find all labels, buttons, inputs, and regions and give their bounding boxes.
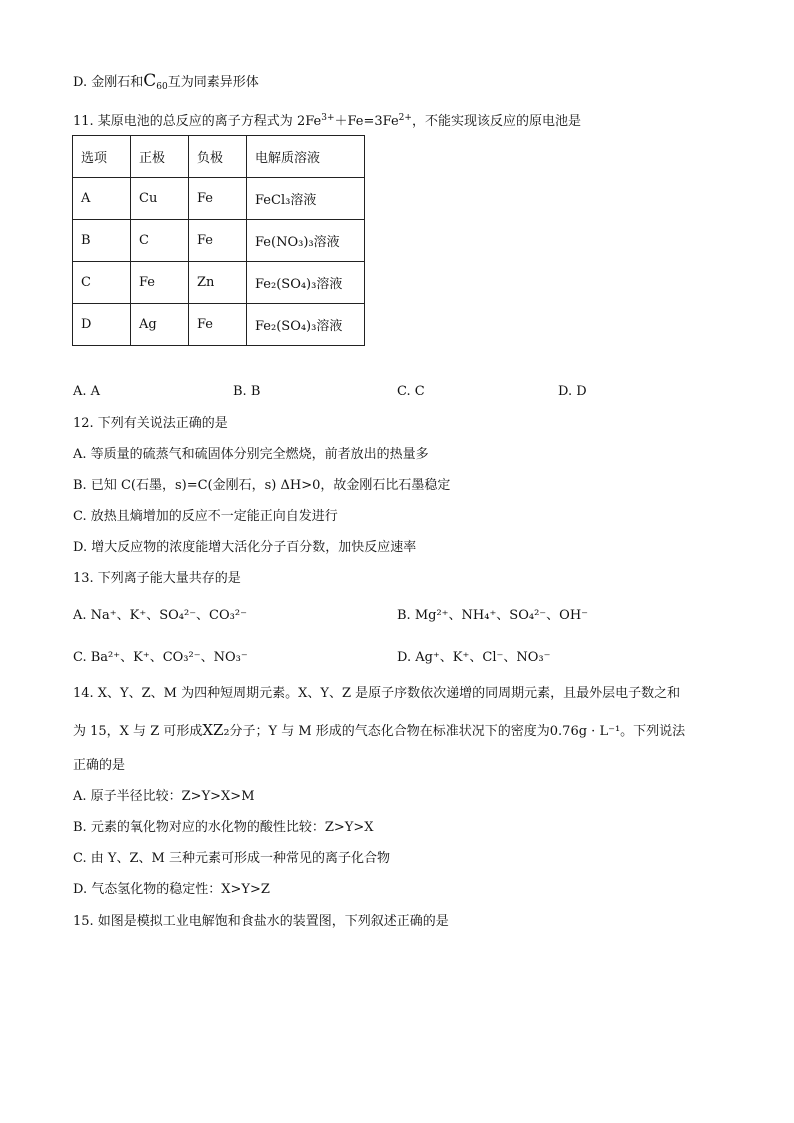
table-cell: C xyxy=(73,262,131,304)
q10-option-d xyxy=(73,71,259,97)
table-cell: Cu xyxy=(131,178,189,220)
q14-line2-suffix: 。下列说法 xyxy=(620,724,686,739)
q10-option-d-c: C xyxy=(143,71,157,91)
table-cell: FeCl₃溶液 xyxy=(247,178,365,220)
table-cell: Fe(NO₃)₃溶液 xyxy=(247,220,365,262)
table-cell: Fe₂(SO₄)₃溶液 xyxy=(247,304,365,346)
q14-formula: XZ₂ xyxy=(202,721,230,739)
q11-stem xyxy=(73,108,581,132)
q14-stem-line2 xyxy=(73,720,685,742)
table-cell: Fe xyxy=(189,178,247,220)
table-cell: D xyxy=(73,304,131,346)
q11-option-d: D. D xyxy=(558,384,587,399)
table-row xyxy=(73,262,365,304)
table-cell: Fe xyxy=(189,220,247,262)
q13-option-c: C. Ba²⁺、K⁺、CO₃²⁻、NO₃⁻ xyxy=(73,650,248,665)
table-cell: B xyxy=(73,220,131,262)
table-cell: Fe xyxy=(189,304,247,346)
q14-line2-prefix: 为 15，X 与 Z 可形成 xyxy=(73,724,203,739)
q13-option-d: D. Ag⁺、K⁺、Cl⁻、NO₃⁻ xyxy=(397,650,551,665)
q13-stem: 13. 下列离子能大量共存的是 xyxy=(73,571,241,586)
q14-option-a: A. 原子半径比较：Z>Y>X>M xyxy=(73,789,255,804)
q12-option-d: D. 增大反应物的浓度能增大活化分子百分数，加快反应速率 xyxy=(73,540,417,555)
q13-option-b: B. Mg²⁺、NH₄⁺、SO₄²⁻、OH⁻ xyxy=(397,608,589,623)
table-cell: Fe₂(SO₄)₃溶液 xyxy=(247,262,365,304)
q13-option-a: A. Na⁺、K⁺、SO₄²⁻、CO₃²⁻ xyxy=(73,608,247,623)
q14-option-b: B. 元素的氧化物对应的水化物的酸性比较：Z>Y>X xyxy=(73,820,374,835)
q14-option-d: D. 气态氢化物的稳定性：X>Y>Z xyxy=(73,882,270,897)
q12-option-a: A. 等质量的硫蒸气和硫固体分别完全燃烧，前者放出的热量多 xyxy=(73,447,429,462)
q10-option-d-prefix: D. 金刚石和 xyxy=(73,75,144,90)
q14-density: 0.76g · L⁻¹ xyxy=(549,724,621,739)
q12-stem: 12. 下列有关说法正确的是 xyxy=(73,416,228,431)
q11-table xyxy=(72,135,365,346)
q12-option-c: C. 放热且熵增加的反应不一定能正向自发进行 xyxy=(73,509,338,524)
q11-option-b: B. B xyxy=(233,384,261,399)
q11-stem-mid: ＋Fe=3Fe xyxy=(334,114,399,129)
q11-table-header xyxy=(73,136,365,178)
table-cell: C xyxy=(131,220,189,262)
q14-stem-line1: 14. X、Y、Z、M 为四种短周期元素。X、Y、Z 是原子序数依次递增的同周期元素，且最外层电子数之和 xyxy=(73,686,681,701)
q11-stem-sup2: 2+ xyxy=(398,113,412,123)
q11-header-cell: 正极 xyxy=(131,136,189,178)
q11-header-cell: 负极 xyxy=(189,136,247,178)
table-row xyxy=(73,220,365,262)
q11-stem-prefix: 11. 某原电池的总反应的离子方程式为 2Fe xyxy=(73,114,322,129)
q15-stem: 15. 如图是模拟工业电解饱和食盐水的装置图，下列叙述正确的是 xyxy=(73,914,449,929)
table-row xyxy=(73,178,365,220)
q10-option-d-suffix: 互为同素异形体 xyxy=(167,75,259,90)
q11-header-cell: 选项 xyxy=(73,136,131,178)
table-cell: A xyxy=(73,178,131,220)
q10-option-d-sub: 60 xyxy=(156,82,168,92)
table-cell: Zn xyxy=(189,262,247,304)
q11-option-c: C. C xyxy=(397,384,425,399)
q14-stem-line3: 正确的是 xyxy=(73,758,126,773)
q11-option-a: A. A xyxy=(73,384,101,399)
q12-option-b: B. 已知 C(石墨，s)=C(金刚石，s) ΔH>0，故金刚石比石墨稳定 xyxy=(73,478,451,493)
q14-line2-mid: 分子；Y 与 M 形成的气态化合物在标准状况下的密度为 xyxy=(229,724,550,739)
q14-option-c: C. 由 Y、Z、M 三种元素可形成一种常见的离子化合物 xyxy=(73,851,390,866)
q11-header-cell: 电解质溶液 xyxy=(247,136,365,178)
table-cell: Fe xyxy=(131,262,189,304)
table-cell: Ag xyxy=(131,304,189,346)
table-row xyxy=(73,304,365,346)
q11-stem-suffix: ，不能实现该反应的原电池是 xyxy=(411,114,581,129)
q11-stem-sup1: 3+ xyxy=(321,113,335,123)
